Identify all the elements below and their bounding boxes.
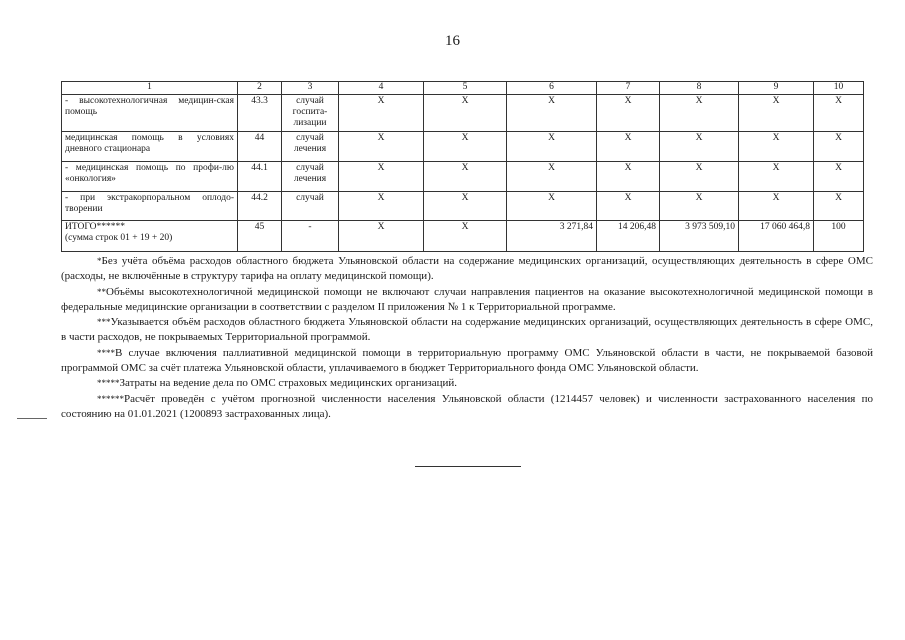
cell: Х xyxy=(339,221,424,252)
row-name: медицинская помощь в условиях дневного стационара xyxy=(62,132,238,162)
cell: Х xyxy=(507,132,597,162)
cell: Х xyxy=(424,221,507,252)
column-header: 9 xyxy=(739,82,814,95)
cell: Х xyxy=(424,132,507,162)
cell: Х xyxy=(814,132,864,162)
cell: Х xyxy=(507,162,597,192)
row-unit: случай госпита-лизации xyxy=(282,95,339,132)
cell: 3 973 509,10 xyxy=(660,221,739,252)
table-row xyxy=(62,162,864,192)
cell: Х xyxy=(660,95,739,132)
cell: Х xyxy=(814,162,864,192)
cell: 100 xyxy=(814,221,864,252)
column-header: 2 xyxy=(238,82,282,95)
cell: Х xyxy=(660,132,739,162)
cell: Х xyxy=(339,192,424,221)
row-unit: случай лечения xyxy=(282,132,339,162)
column-header: 3 xyxy=(282,82,339,95)
cell: 3 271,84 xyxy=(507,221,597,252)
cell: Х xyxy=(739,192,814,221)
footnote-mark: ** xyxy=(97,286,106,297)
row-code: 43.3 xyxy=(238,95,282,132)
cell: Х xyxy=(424,162,507,192)
column-header: 10 xyxy=(814,82,864,95)
column-header: 1 xyxy=(62,82,238,95)
total-sublabel: (сумма строк 01 + 19 + 20) xyxy=(65,233,173,243)
cell: Х xyxy=(597,192,660,221)
section-end-rule xyxy=(415,466,521,467)
cell: Х xyxy=(739,132,814,162)
cell: Х xyxy=(597,132,660,162)
row-code: 44 xyxy=(238,132,282,162)
table-row xyxy=(62,192,864,221)
footnote xyxy=(61,285,873,316)
cell: Х xyxy=(814,95,864,132)
margin-dash xyxy=(17,418,47,419)
row-code: 44.1 xyxy=(238,162,282,192)
footnote xyxy=(61,315,873,346)
footnote-text: Затраты на ведение дела по ОМС страховых медицинских организаций. xyxy=(119,377,458,390)
column-header: 5 xyxy=(424,82,507,95)
cell: 14 206,48 xyxy=(597,221,660,252)
cell: Х xyxy=(660,162,739,192)
table-row xyxy=(62,132,864,162)
cell: Х xyxy=(507,192,597,221)
cell: Х xyxy=(339,95,424,132)
cell: Х xyxy=(739,162,814,192)
cell: Х xyxy=(814,192,864,221)
column-header: 8 xyxy=(660,82,739,95)
cell: Х xyxy=(597,162,660,192)
footnote-mark: *** xyxy=(97,317,111,328)
cell: Х xyxy=(597,95,660,132)
row-name: - медицинская помощь по профи-лю «онкология» xyxy=(62,162,238,192)
row-unit: случай лечения xyxy=(282,162,339,192)
table-row xyxy=(62,95,864,132)
footnote-text: Объёмы высокотехнологичной медицинской помощи не включают случаи направления пациентов на оказание высокотехнологичной медицинской помощи в федеральные медицинские организации в соответствии с разделом II приложения № 1 к Территориальной программе. xyxy=(61,285,873,313)
footnote-mark: ****** xyxy=(97,393,124,404)
total-label: ИТОГО****** xyxy=(65,222,126,232)
footnote-mark: * xyxy=(97,256,102,266)
footnote-text: В случае включения паллиативной медицинской помощи в территориальную программу ОМС Ульяновской области в части, не покрываемой базовой программой ОМС за счёт платежа Ульяновской области, уплачиваемого в бюджет Территориального фонда ОМС Ульяновской области. xyxy=(61,346,873,375)
table-header-row xyxy=(62,82,864,95)
footnote-mark: **** xyxy=(97,347,115,358)
footnote-text: Расчёт проведён с учётом прогнозной численности населения Ульяновской области (1214457 человек) и численности застрахованного населения по состоянию на 01.01.2021 (1200893 застрахованных лица). xyxy=(61,392,873,420)
column-header: 7 xyxy=(597,82,660,95)
row-code: 45 xyxy=(238,221,282,252)
footnote xyxy=(61,346,873,377)
footnote xyxy=(61,376,873,391)
row-code: 44.2 xyxy=(238,192,282,221)
cell: Х xyxy=(339,132,424,162)
footnote-text: Указывается объём расходов областного бюджета Ульяновской области на содержание медицинских организаций, осуществляющих деятельность в сфере ОМС, в части расходов, не покрываемых Территориальной программой. xyxy=(61,316,873,344)
cell: Х xyxy=(739,95,814,132)
column-header: 4 xyxy=(339,82,424,95)
footnote-mark: ***** xyxy=(97,378,120,389)
row-unit: - xyxy=(282,221,339,252)
footnotes xyxy=(61,254,873,422)
row-unit: случай xyxy=(282,192,339,221)
column-header: 6 xyxy=(507,82,597,95)
table-row-total xyxy=(62,221,864,252)
total-name xyxy=(62,221,238,252)
cell: Х xyxy=(339,162,424,192)
cell: Х xyxy=(660,192,739,221)
cell: 17 060 464,8 xyxy=(739,221,814,252)
page-number: 16 xyxy=(445,33,460,49)
cell: Х xyxy=(424,95,507,132)
footnote xyxy=(61,392,873,423)
row-name: - при экстракорпоральном оплодо-творении xyxy=(62,192,238,221)
footnote xyxy=(61,254,873,285)
data-table xyxy=(61,81,864,252)
cell: Х xyxy=(424,192,507,221)
row-name: - высокотехнологичная медицин-ская помощь xyxy=(62,95,238,132)
footnote-text: Без учёта объёма расходов областного бюджета Ульяновской области на содержание медицинских организаций, осуществляющих деятельность в сфере ОМС (расходы, не включённые в структуру тарифа на оплату медицинской помощи). xyxy=(61,255,873,283)
cell: Х xyxy=(507,95,597,132)
